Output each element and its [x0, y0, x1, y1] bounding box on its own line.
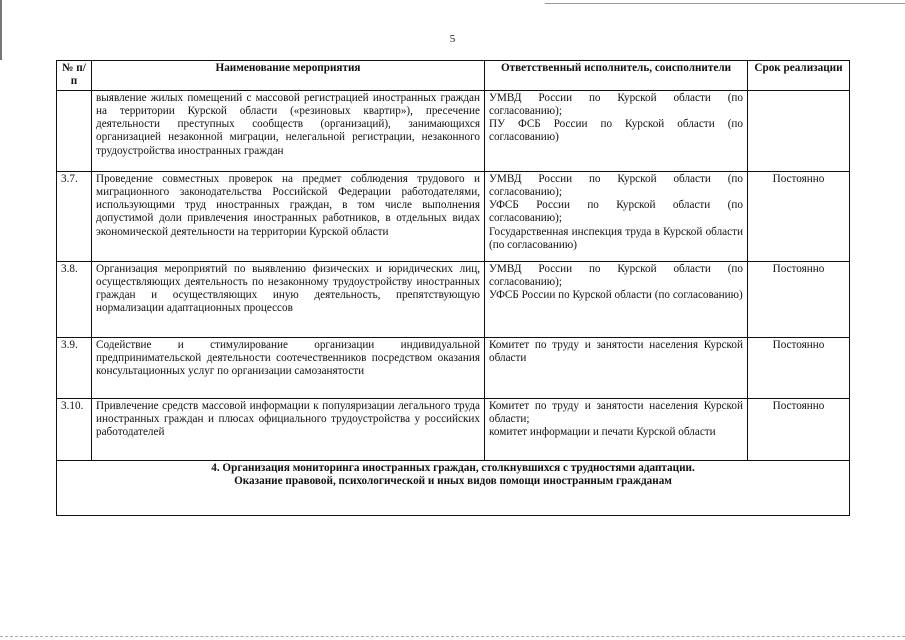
section-heading [57, 460, 850, 515]
header-responsible: Ответственный исполнитель, соисполнители [485, 61, 748, 91]
row-name: Проведение совместных проверок на предмет соблюдения трудового и миграционного законодательства Российской Федерации работодателями, использующими труд иностранных граждан, в том числе выполнения допустимой доли привлечения иностранных работников, в отдельных видах экономической деятельности на территории Курской области [92, 171, 485, 261]
row-term: Постоянно [748, 261, 850, 337]
table-row [57, 90, 850, 171]
row-responsible [485, 261, 748, 337]
measures-table [56, 60, 850, 516]
row-term: Постоянно [748, 337, 850, 398]
responsible-line: УМВД России по Курской области (по согласованию); [489, 172, 743, 198]
scan-edge-left [0, 0, 2, 60]
table-row [57, 261, 850, 337]
row-term: Постоянно [748, 398, 850, 460]
scan-edge-top [545, 3, 905, 4]
row-num [57, 90, 92, 171]
responsible-line: комитет информации и печати Курской области [489, 426, 716, 439]
row-num: 3.7. [57, 171, 92, 261]
row-num: 3.9. [57, 337, 92, 398]
header-name: Наименование мероприятия [92, 61, 485, 91]
section-heading-line: Оказание правовой, психологической и иных видов помощи иностранным гражданам [234, 474, 672, 487]
header-num: № п/п [57, 61, 92, 91]
row-responsible [485, 171, 748, 261]
responsible-line: Государственная инспекция труда в Курской области (по согласованию) [489, 225, 743, 252]
row-name: выявление жилых помещений с массовой регистрацией иностранных граждан на территории Курской области («резиновых квартир»), пресечение деятельности преступных сообществ (организаций), занимающихся организацией незаконной миграции, нелегальной регистрации, незаконного трудоустройства иностранных граждан [92, 90, 485, 171]
responsible-line: Комитет по труду и занятости населения Курской области [489, 338, 743, 364]
table-row [57, 398, 850, 460]
row-responsible [485, 337, 748, 398]
row-responsible [485, 90, 748, 171]
responsible-line: ПУ ФСБ России по Курской области (по согласованию) [489, 118, 743, 144]
responsible-line: УМВД России по Курской области (по согласованию); [489, 91, 743, 117]
responsible-line: УФСБ России по Курской области (по согласованию); [489, 199, 743, 225]
row-name: Привлечение средств массовой информации к популяризации легального труда иностранных граждан и плюсах официального трудоустройства у российских работодателей [92, 398, 485, 460]
row-term [748, 90, 850, 171]
row-num: 3.10. [57, 398, 92, 460]
table-row [57, 337, 850, 398]
row-name: Организация мероприятий по выявлению физических и юридических лиц, осуществляющих деятельность по незаконному трудоустройству иностранных граждан и осуществляющих иную деятельность, препятствующую нормализации адаптационных процессов [92, 261, 485, 337]
header-term: Срок реализации [748, 61, 850, 91]
responsible-line: Комитет по труду и занятости населения Курской области; [489, 399, 743, 425]
row-num: 3.8. [57, 261, 92, 337]
row-name: Содействие и стимулирование организации индивидуальной предпринимательской деятельности соотечественников посредством оказания консультационных услуг по организации самозанятости [92, 337, 485, 398]
table-header-row [57, 61, 850, 91]
responsible-line: УФСБ России по Курской области (по согласованию) [489, 289, 743, 302]
scan-edge-bottom [0, 636, 905, 637]
row-term: Постоянно [748, 171, 850, 261]
section-heading-row [57, 460, 850, 515]
table-row [57, 171, 850, 261]
responsible-line: УМВД России по Курской области (по согласованию); [489, 262, 743, 288]
row-responsible [485, 398, 748, 460]
page-number: 5 [449, 33, 456, 45]
section-heading-line: 4. Организация мониторинга иностранных граждан, столкнувшихся с трудностями адаптации. [211, 461, 695, 474]
